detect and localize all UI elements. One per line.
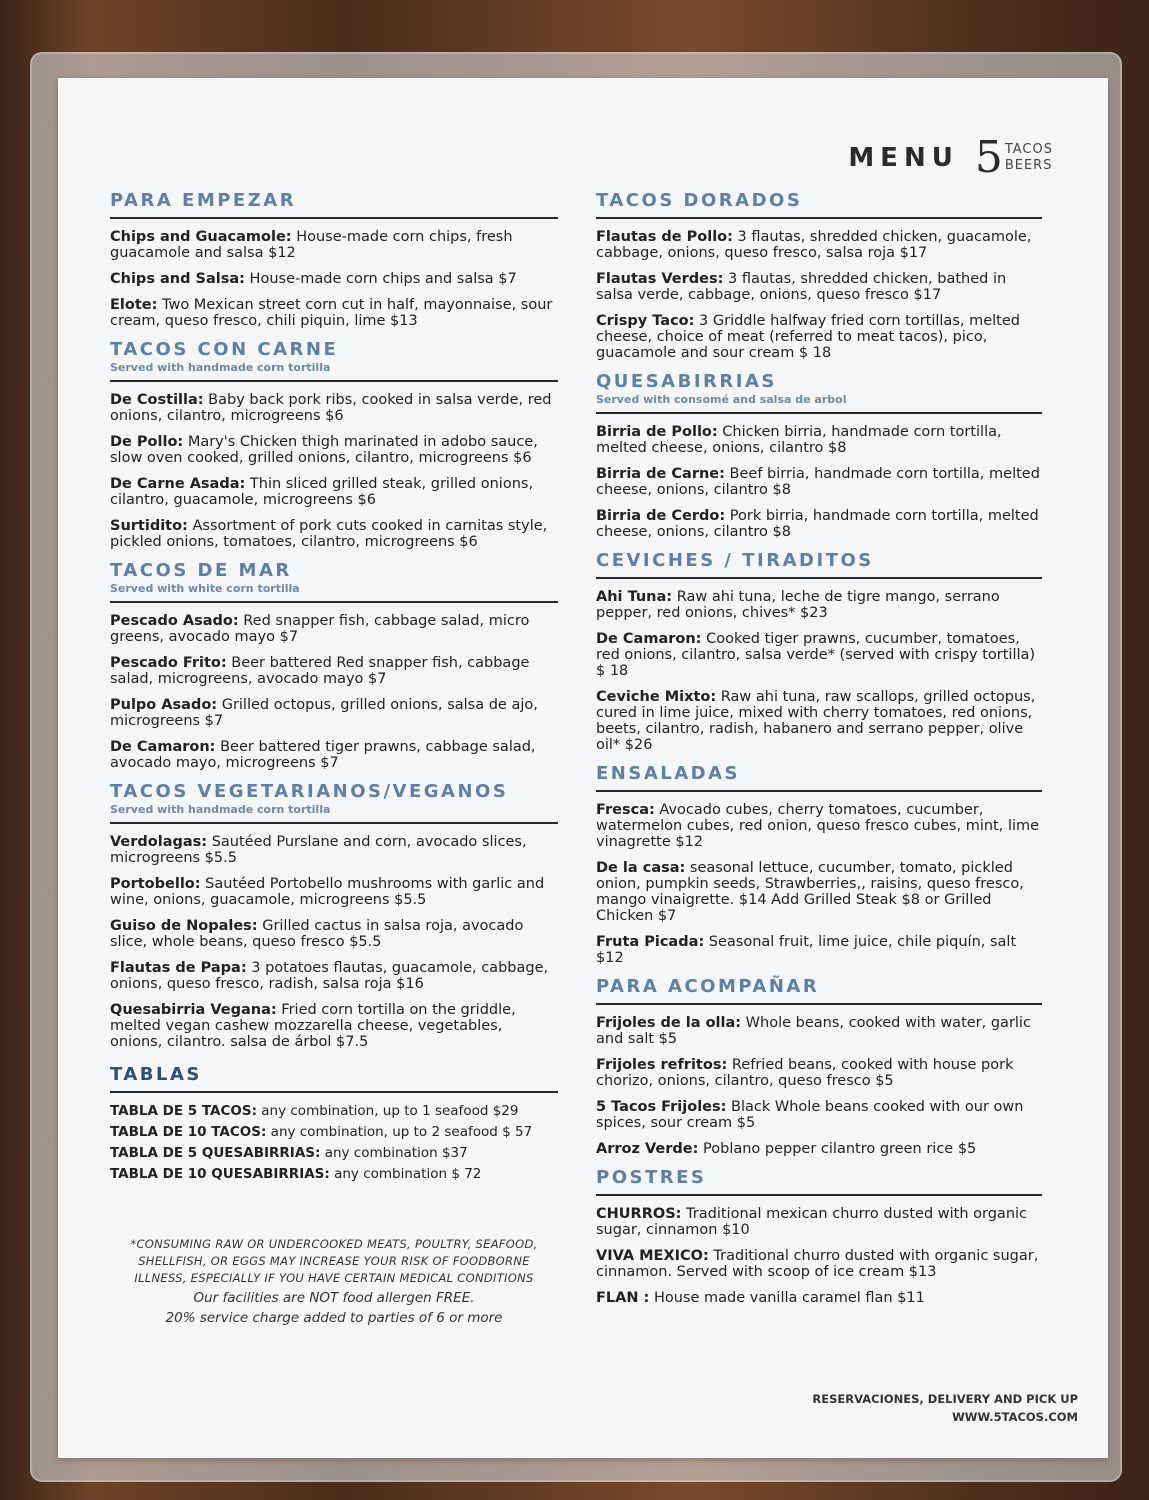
menu-item-description: Cooked tiger prawns, cucumber, tomatoes, red onions, cilantro, salsa verde* (served with crispy tortilla) $ 18 bbox=[596, 631, 1036, 679]
menu-item bbox=[596, 466, 1042, 498]
menu-item-description: Fried corn tortilla on the griddle, melted vegan cashew mozzarella cheese, vegetables, onions, cilantro. salsa de árbol $7.5 bbox=[110, 1002, 516, 1050]
menu-item bbox=[596, 1206, 1042, 1238]
section-subtitle: Served with consomé and salsa de arbol bbox=[596, 393, 847, 406]
menu-section bbox=[596, 763, 1042, 966]
menu-item-description: 3 flautas, shredded chicken, guacamole, cabbage, onions, queso fresco, salsa roja $17 bbox=[596, 229, 1032, 261]
menu-item-description: Avocado cubes, cherry tomatoes, cucumber, watermelon cubes, red onion, queso fresco cubes, mint, lime vinagrette $12 bbox=[596, 802, 1040, 850]
footer-reservations: RESERVACIONES, DELIVERY AND PICK UP bbox=[812, 1392, 1078, 1406]
menu-item-description: Grilled cactus in salsa roja, avocado slice, whole beans, queso fresco $5.5 bbox=[110, 918, 524, 950]
menu-item-name: Arroz Verde: bbox=[596, 1141, 699, 1157]
menu-item-description: Refried beans, cooked with house pork chorizo, onions, cilantro, queso fresco $5 bbox=[596, 1057, 1014, 1089]
tabla-description: any combination, up to 2 seafood $ 57 bbox=[266, 1124, 533, 1140]
menu-item bbox=[596, 1015, 1042, 1047]
menu-item-name: De Camaron: bbox=[596, 631, 702, 647]
menu-item-name: Quesabirria Vegana: bbox=[110, 1002, 277, 1018]
menu-item-name: Flautas de Papa: bbox=[110, 960, 247, 976]
menu-item bbox=[596, 271, 1042, 303]
section-subtitle: Served with handmade corn tortilla bbox=[110, 361, 331, 374]
section-title: QUESABIRRIAS bbox=[596, 371, 777, 392]
tabla-row bbox=[110, 1145, 558, 1161]
menu-item-description: Mary's Chicken thigh marinated in adobo sauce, slow oven cooked, grilled onions, cilantro, microgreens $6 bbox=[110, 434, 538, 466]
allergen-notice: Our facilities are NOT food allergen FREE. bbox=[193, 1290, 475, 1306]
menu-item-name: Flautas de Pollo: bbox=[596, 229, 733, 245]
menu-item-name: Guiso de Nopales: bbox=[110, 918, 258, 934]
section-subtitle: Served with white corn tortilla bbox=[110, 582, 300, 595]
section-title: PARA EMPEZAR bbox=[110, 190, 297, 211]
section-divider bbox=[596, 1194, 1042, 1196]
menu-item bbox=[596, 313, 1042, 361]
menu-item-name: Flautas Verdes: bbox=[596, 271, 724, 287]
menu-item-name: Ceviche Mixto: bbox=[596, 689, 717, 705]
menu-section bbox=[596, 976, 1042, 1157]
menu-item bbox=[110, 518, 558, 550]
menu-item-name: VIVA MEXICO: bbox=[596, 1248, 709, 1264]
menu-section bbox=[110, 190, 558, 329]
section-subtitle: Served with handmade corn tortilla bbox=[110, 803, 331, 816]
menu-item-name: Pescado Frito: bbox=[110, 655, 227, 671]
brand-logo-text bbox=[1005, 142, 1053, 174]
menu-item bbox=[110, 655, 558, 687]
menu-item bbox=[110, 960, 558, 992]
menu-item-description: Sautéed Purslane and corn, avocado slices, microgreens $5.5 bbox=[110, 834, 527, 866]
menu-item bbox=[110, 297, 558, 329]
section-title: TACOS CON CARNE bbox=[110, 339, 339, 360]
brand-logo-number: 5 bbox=[974, 132, 1003, 183]
tabla-description: any combination $37 bbox=[320, 1145, 468, 1161]
menu-item-description: 3 potatoes flautas, guacamole, cabbage, onions, queso fresco, radish, salsa roja $16 bbox=[110, 960, 549, 992]
tabla-row bbox=[110, 1103, 558, 1119]
brand-line-tacos: TACOS bbox=[1004, 142, 1053, 157]
menu-item-name: Surtidito: bbox=[110, 518, 188, 534]
menu-item bbox=[596, 631, 1042, 679]
menu-item bbox=[596, 1057, 1042, 1089]
menu-item-name: Frijoles de la olla: bbox=[596, 1015, 742, 1031]
menu-item bbox=[596, 1248, 1042, 1280]
section-divider bbox=[110, 380, 558, 382]
menu-item bbox=[596, 1099, 1042, 1131]
raw-food-warning: *CONSUMING RAW OR UNDERCOOKED MEATS, POULTRY, SEAFOOD, SHELLFISH, OR EGGS MAY INCREASE YOUR RISK OF FOODBORNE ILLNESS, ESPECIALLY IF YOU HAVE CERTAIN MEDICAL CONDITIONS bbox=[130, 1237, 538, 1285]
menu-item bbox=[596, 589, 1042, 621]
menu-item bbox=[596, 508, 1042, 540]
tablas-divider bbox=[110, 1091, 558, 1093]
menu-item-description: Beef birria, handmade corn tortilla, melted cheese, onions, cilantro $8 bbox=[596, 466, 1040, 498]
menu-item-description: Assortment of pork cuts cooked in carnitas style, pickled onions, tomatoes, cilantro, microgreens $6 bbox=[110, 518, 548, 550]
footer bbox=[812, 1390, 1078, 1426]
menu-item-description: Whole beans, cooked with water, garlic and salt $5 bbox=[596, 1015, 1031, 1047]
menu-item-description: Pork birria, handmade corn tortilla, melted cheese, onions, cilantro $8 bbox=[596, 508, 1039, 540]
menu-item bbox=[110, 1002, 558, 1050]
section-divider bbox=[596, 1003, 1042, 1005]
menu-item-name: Elote: bbox=[110, 297, 158, 313]
menu-item-description: Traditional mexican churro dusted with organic sugar, cinnamon $10 bbox=[596, 1206, 1028, 1238]
footer-website: WWW.5TACOS.COM bbox=[952, 1410, 1078, 1424]
section-divider bbox=[596, 412, 1042, 414]
menu-item bbox=[110, 392, 558, 424]
section-divider bbox=[596, 790, 1042, 792]
menu-item-name: CHURROS: bbox=[596, 1206, 682, 1222]
menu-section bbox=[110, 781, 558, 1050]
menu-item bbox=[596, 802, 1042, 850]
brand-header bbox=[848, 132, 1053, 183]
menu-section bbox=[110, 339, 558, 550]
section-title: POSTRES bbox=[596, 1167, 707, 1188]
menu-item-name: 5 Tacos Frijoles: bbox=[596, 1099, 727, 1115]
menu-item-name: Fresca: bbox=[596, 802, 655, 818]
menu-item bbox=[596, 424, 1042, 456]
menu-page bbox=[58, 78, 1108, 1458]
menu-item-description: Chicken birria, handmade corn tortilla, melted cheese, onions, cilantro $8 bbox=[596, 424, 1002, 456]
menu-item-name: Frijoles refritos: bbox=[596, 1057, 728, 1073]
menu-item-description: 3 Griddle halfway fried corn tortillas, melted cheese, choice of meat (referred to meat tacos), pico, guacamole and sour cream $ 18 bbox=[596, 313, 1020, 361]
menu-item-name: Pescado Asado: bbox=[110, 613, 239, 629]
section-title: TACOS DE MAR bbox=[110, 560, 292, 581]
menu-item-name: Birria de Carne: bbox=[596, 466, 725, 482]
section-divider bbox=[110, 217, 558, 219]
menu-item bbox=[596, 934, 1042, 966]
menu-item-name: De Pollo: bbox=[110, 434, 184, 450]
menu-item bbox=[110, 271, 558, 287]
menu-item bbox=[110, 613, 558, 645]
menu-item bbox=[596, 1141, 1042, 1157]
tablas-title: TABLAS bbox=[110, 1064, 202, 1085]
section-title: TACOS DORADOS bbox=[596, 190, 803, 211]
menu-item bbox=[596, 689, 1042, 753]
menu-item-name: Ahi Tuna: bbox=[596, 589, 673, 605]
menu-item bbox=[110, 876, 558, 908]
menu-item-description: seasonal lettuce, cucumber, tomato, pickled onion, pumpkin seeds, Strawberries,, raisins, queso fresco, mango vinaigrette. $14 Add Grilled Steak $8 or Grilled Chicken $7 bbox=[596, 860, 1024, 924]
disclaimer bbox=[110, 1236, 558, 1327]
menu-item-name: Birria de Pollo: bbox=[596, 424, 718, 440]
menu-item-name: Birria de Cerdo: bbox=[596, 508, 726, 524]
menu-item-name: De Costilla: bbox=[110, 392, 204, 408]
section-title: TACOS VEGETARIANOS/VEGANOS bbox=[110, 781, 509, 802]
menu-item bbox=[110, 697, 558, 729]
menu-item bbox=[596, 1290, 1042, 1306]
menu-section bbox=[110, 560, 558, 771]
tabla-row bbox=[110, 1124, 558, 1140]
menu-item-description: Beer battered Red snapper fish, cabbage salad, microgreens, avocado mayo $7 bbox=[110, 655, 530, 687]
menu-item-description: House made vanilla caramel flan $11 bbox=[649, 1290, 925, 1306]
tabla-name: TABLA DE 5 QUESABIRRIAS: bbox=[110, 1145, 321, 1161]
menu-item-name: Pulpo Asado: bbox=[110, 697, 218, 713]
brand-line-beers: BEERS bbox=[1004, 158, 1053, 173]
section-divider bbox=[110, 601, 558, 603]
menu-item-description: Thin sliced grilled steak, grilled onions, cilantro, guacamole, microgreens $6 bbox=[110, 476, 534, 508]
menu-item-description: Two Mexican street corn cut in half, mayonnaise, sour cream, queso fresco, chili piquin, lime $13 bbox=[110, 297, 553, 329]
menu-item-name: Fruta Picada: bbox=[596, 934, 705, 950]
menu-item bbox=[110, 434, 558, 466]
menu-item-description: Black Whole beans cooked with our own spices, sour cream $5 bbox=[596, 1099, 1024, 1131]
menu-item-name: Crispy Taco: bbox=[596, 313, 695, 329]
menu-item bbox=[110, 229, 558, 261]
section-title: CEVICHES / TIRADITOS bbox=[596, 550, 874, 571]
menu-item-description: Sautéed Portobello mushrooms with garlic and wine, onions, guacamole, microgreens $5.5 bbox=[110, 876, 545, 908]
menu-section bbox=[596, 190, 1042, 361]
menu-item bbox=[110, 476, 558, 508]
tabla-description: any combination $ 72 bbox=[329, 1166, 482, 1182]
tabla-name: TABLA DE 10 TACOS: bbox=[110, 1124, 267, 1140]
menu-section bbox=[596, 1167, 1042, 1306]
menu-item-description: 3 flautas, shredded chicken, bathed in salsa verde, cabbage, onions, queso fresco $17 bbox=[596, 271, 1007, 303]
menu-item bbox=[596, 860, 1042, 924]
right-column bbox=[596, 190, 1042, 1316]
menu-item-description: House-made corn chips and salsa $7 bbox=[244, 271, 517, 287]
menu-item-name: De Carne Asada: bbox=[110, 476, 246, 492]
menu-item-description: Traditional churro dusted with organic sugar, cinnamon. Served with scoop of ice cream $13 bbox=[596, 1248, 1039, 1280]
section-title: PARA ACOMPAÑAR bbox=[596, 976, 820, 997]
menu-item-name: Chips and Guacamole: bbox=[110, 229, 292, 245]
menu-item-name: De la casa: bbox=[596, 860, 686, 876]
menu-item bbox=[596, 229, 1042, 261]
menu-item-description: Raw ahi tuna, raw scallops, grilled octopus, cured in lime juice, mixed with cherry tomatoes, red onions, beets, cilantro, radish, habanero and serrano pepper, olive oil* $26 bbox=[596, 689, 1036, 753]
tabla-description: any combination, up to 1 seafood $29 bbox=[256, 1103, 519, 1119]
menu-item-description: Grilled octopus, grilled onions, salsa de ajo, microgreens $7 bbox=[110, 697, 538, 729]
section-divider bbox=[596, 577, 1042, 579]
menu-item-description: Baby back pork ribs, cooked in salsa verde, red onions, cilantro, microgreens $6 bbox=[110, 392, 552, 424]
menu-item-name: De Camaron: bbox=[110, 739, 216, 755]
menu-item-description: Seasonal fruit, lime juice, chile piquín, salt $12 bbox=[596, 934, 1017, 966]
menu-item-description: Poblano pepper cilantro green rice $5 bbox=[698, 1141, 977, 1157]
service-charge-notice: 20% service charge added to parties of 6 or more bbox=[165, 1310, 503, 1326]
section-divider bbox=[596, 217, 1042, 219]
menu-item-name: Chips and Salsa: bbox=[110, 271, 245, 287]
menu-item-name: Portobello: bbox=[110, 876, 201, 892]
menu-item-description: Red snapper fish, cabbage salad, micro greens, avocado mayo $7 bbox=[110, 613, 530, 645]
menu-item bbox=[110, 918, 558, 950]
menu-item-name: Verdolagas: bbox=[110, 834, 208, 850]
menu-item-description: House-made corn chips, fresh guacamole and salsa $12 bbox=[110, 229, 513, 261]
menu-item bbox=[110, 739, 558, 771]
section-divider bbox=[110, 822, 558, 824]
tabla-row bbox=[110, 1166, 558, 1182]
menu-item bbox=[110, 834, 558, 866]
menu-section bbox=[596, 550, 1042, 753]
menu-item-description: Raw ahi tuna, leche de tigre mango, serrano pepper, red onions, chives* $23 bbox=[596, 589, 1000, 621]
menu-word: MENU bbox=[848, 143, 959, 173]
menu-section bbox=[596, 371, 1042, 540]
section-title: ENSALADAS bbox=[596, 763, 740, 784]
tabla-name: TABLA DE 10 QUESABIRRIAS: bbox=[110, 1166, 330, 1182]
menu-item-name: FLAN : bbox=[596, 1290, 650, 1306]
tablas-section bbox=[110, 1064, 558, 1182]
menu-item-description: Beer battered tiger prawns, cabbage salad, avocado mayo, microgreens $7 bbox=[110, 739, 536, 771]
left-column bbox=[110, 190, 558, 1327]
tabla-name: TABLA DE 5 TACOS: bbox=[110, 1103, 257, 1119]
